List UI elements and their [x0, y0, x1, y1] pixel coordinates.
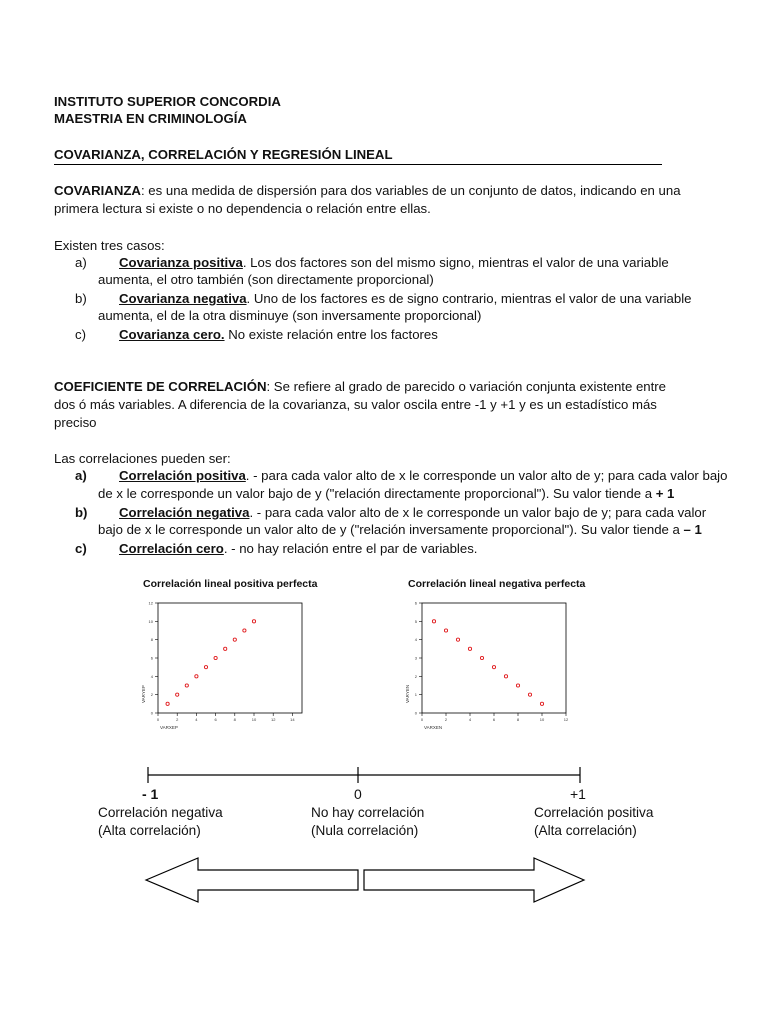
list-text: . - para cada valor alto de x le corresponde un valor alto de y; para cada valor bajo: [245, 468, 728, 483]
tendency-value: – 1: [683, 522, 702, 537]
list-text-cont: [98, 521, 702, 539]
x-tick-label: 8: [233, 717, 236, 722]
x-tick-label: 6: [214, 717, 217, 722]
list-item: [75, 254, 669, 272]
y-axis-label: VARYEN: [405, 684, 410, 703]
plot-frame: [422, 603, 566, 713]
covarianza-term: COVARIANZA: [54, 183, 141, 198]
x-tick-label: 4: [195, 717, 198, 722]
y-tick-label: 2: [414, 673, 417, 679]
list-text: . - no hay relación entre el par de variables.: [223, 541, 478, 556]
y-tick-label: 8: [150, 637, 153, 643]
positive-sublabel: (Alta correlación): [534, 823, 637, 838]
list-text-cont: aumenta, el de la otra disminuye (son inversamente proporcional): [98, 308, 482, 323]
y-tick-label: 12: [148, 600, 153, 606]
list-item: [75, 326, 438, 344]
scale-mid-label: 0: [354, 786, 362, 802]
y-tick-label: 6: [150, 655, 153, 661]
x-tick-label: 2: [176, 717, 179, 722]
coeficiente-intro: Las correlaciones pueden ser:: [54, 451, 231, 466]
tendency-value: + 1: [655, 486, 675, 501]
program-name: MAESTRIA EN CRIMINOLOGÍA: [54, 111, 247, 126]
right-arrow-icon: [364, 858, 584, 902]
x-tick-label: 14: [290, 717, 295, 722]
y-tick-label: 3: [414, 655, 417, 661]
list-item: [75, 467, 727, 485]
y-tick-label: 6: [414, 600, 417, 606]
x-tick-label: 0: [156, 717, 160, 722]
y-tick-label: 4: [414, 637, 417, 643]
scatter-chart-positive: [138, 595, 318, 745]
list-term: Covarianza negativa: [119, 291, 247, 306]
list-term: Covarianza positiva: [119, 255, 243, 270]
coeficiente-term: COEFICIENTE DE CORRELACIÓN: [54, 379, 267, 394]
covarianza-def-l1: : es una medida de dispersión para dos variables de un conjunto de datos, indicando en una: [140, 183, 681, 198]
x-tick-label: 10: [539, 717, 545, 722]
list-item: [75, 290, 691, 308]
y-tick-label: 10: [148, 618, 153, 624]
plot-frame: [158, 603, 302, 713]
x-tick-label: 12: [270, 717, 276, 722]
list-term: Correlación cero: [119, 541, 224, 556]
list-text: . Los dos factores son del mismo signo, mientras el valor de una variable: [242, 255, 669, 270]
negative-sublabel: (Alta correlación): [98, 823, 201, 838]
list-letter: a): [75, 468, 87, 483]
scatter-chart-negative: [402, 595, 582, 745]
coeficiente-def-l3: preciso: [54, 415, 97, 430]
correlation-scale-line: [140, 763, 590, 787]
document-title: COVARIANZA, CORRELACIÓN Y REGRESIÓN LINEAL: [54, 147, 393, 162]
covarianza-definition: [54, 182, 681, 200]
y-axis-label: VARYEP: [141, 685, 146, 703]
y-tick-label: 5: [414, 618, 417, 624]
x-axis-label: VARXEN: [424, 725, 443, 730]
zero-sublabel: (Nula correlación): [311, 823, 419, 838]
list-text: bajo de x le corresponde un valor alto de y ("relación inversamente proporcional"). Su valor tiende a: [98, 522, 684, 537]
x-axis-label: VARXEP: [160, 725, 178, 730]
list-letter: a): [75, 255, 87, 270]
x-tick-label: 0: [420, 717, 424, 722]
list-text: No existe relación entre los factores: [224, 327, 438, 342]
list-item: [75, 540, 477, 558]
y-tick-label: 0: [414, 710, 417, 716]
x-tick-label: 8: [516, 717, 520, 722]
y-tick-label: 1: [414, 692, 417, 698]
list-text-cont: [98, 485, 674, 503]
list-term: Covarianza cero.: [119, 327, 225, 342]
negative-label: Correlación negativa: [98, 805, 223, 820]
left-arrow-icon: [146, 858, 358, 902]
chart-title-positive: Correlación lineal positiva perfecta: [143, 578, 318, 590]
correlation-arrows: [144, 856, 586, 904]
list-term: Correlación negativa: [119, 505, 250, 520]
coeficiente-definition: [54, 378, 666, 396]
coeficiente-def-l2: dos ó más variables. A diferencia de la covarianza, su valor oscila entre -1 y +1 y es un estadístico más: [54, 397, 657, 412]
scale-max-label: +1: [570, 786, 586, 802]
list-item: [75, 504, 706, 522]
list-letter: b): [75, 291, 87, 306]
list-text: . - para cada valor alto de x le corresponde un valor bajo de y; para cada valor: [249, 505, 707, 520]
institution-name: INSTITUTO SUPERIOR CONCORDIA: [54, 94, 281, 109]
x-tick-label: 12: [563, 717, 569, 722]
covarianza-def-l2: primera lectura si existe o no dependencia o relación entre ellas.: [54, 201, 431, 216]
list-letter: c): [75, 541, 87, 556]
chart-title-negative: Correlación lineal negativa perfecta: [408, 578, 586, 590]
zero-label: No hay correlación: [311, 805, 425, 820]
list-letter: b): [75, 505, 88, 520]
list-text-cont: aumenta, el otro también (son directamente proporcional): [98, 272, 434, 287]
title-rule: [54, 164, 662, 165]
x-tick-label: 2: [444, 717, 448, 722]
positive-label: Correlación positiva: [534, 805, 654, 820]
x-tick-label: 4: [468, 717, 472, 722]
x-tick-label: 10: [251, 717, 257, 722]
list-text: . Uno de los factores es de signo contrario, mientras el valor de una variable: [246, 291, 692, 306]
y-tick-label: 2: [150, 692, 153, 698]
x-tick-label: 6: [492, 717, 496, 722]
coeficiente-def-l1: : Se refiere al grado de parecido o variación conjunta existente entre: [266, 379, 667, 394]
y-tick-label: 0: [150, 710, 153, 716]
y-tick-label: 4: [150, 673, 153, 679]
scale-min-label: - 1: [142, 786, 159, 802]
list-term: Correlación positiva: [119, 468, 246, 483]
list-text: de x le corresponde un valor bajo de y ("relación directamente proporcional"). Su valor tiende a: [98, 486, 656, 501]
list-letter: c): [75, 327, 86, 342]
covarianza-intro: Existen tres casos:: [54, 238, 165, 253]
